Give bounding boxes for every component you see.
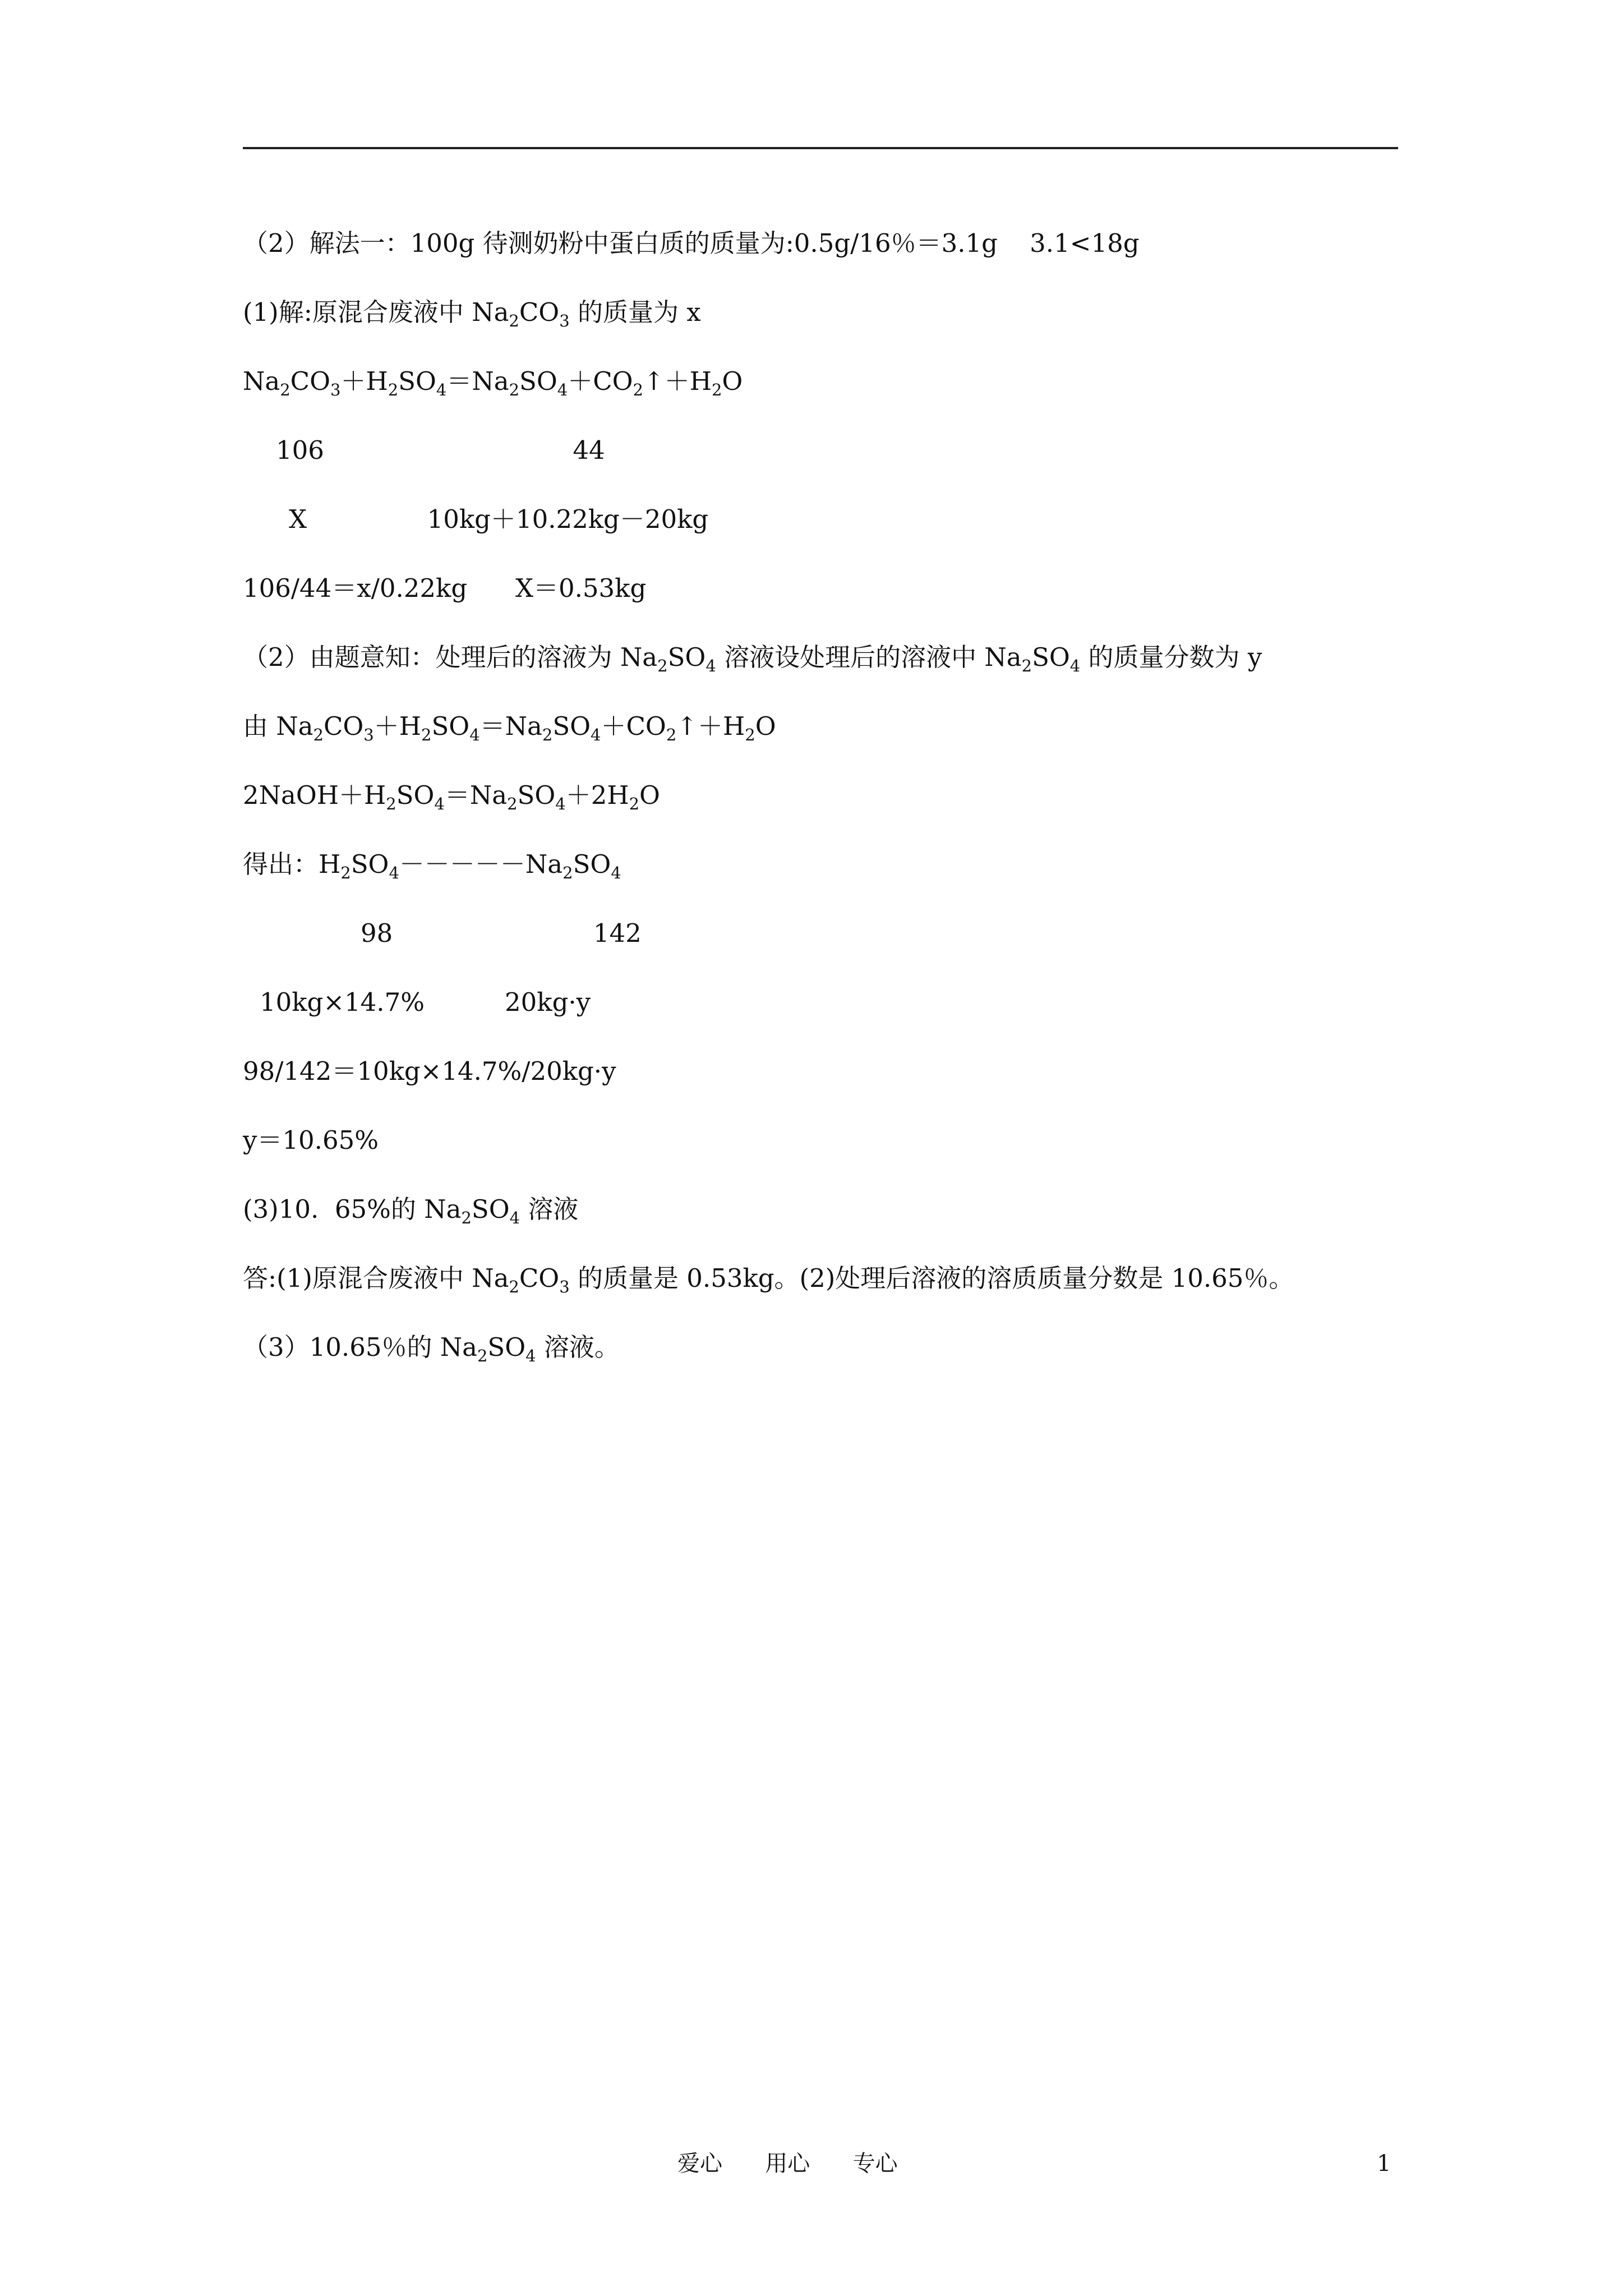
unknown-mass-line: [289, 503, 708, 536]
line-text: SO: [396, 780, 435, 810]
subscript: 4: [436, 380, 447, 399]
subscript: 2: [386, 794, 396, 813]
proportion-result-line: [243, 572, 646, 605]
subscript: 2: [711, 380, 722, 399]
line-text: （3）10.65％的 Na: [243, 1332, 477, 1362]
relation-line: [243, 848, 621, 881]
line-text: （2）由题意知：处理后的溶液为 Na: [243, 642, 658, 672]
line-text: ＋H: [374, 711, 421, 741]
line-text: O: [722, 366, 743, 396]
subscript: 2: [562, 863, 573, 882]
line-text: CO: [323, 711, 364, 741]
subscript: 4: [611, 863, 621, 882]
line-text: （2）解法一：100g 待测奶粉中蛋白质的质量为:0.5g/16％＝3.1g 3.1<18g: [243, 228, 1140, 258]
line-text: ＋H: [340, 366, 388, 396]
line-text: Na: [243, 366, 280, 396]
molar-mass-line: [276, 434, 605, 467]
header-rule: [243, 147, 1398, 149]
line-text: ＝Na: [446, 366, 509, 396]
line-text: 98 142: [361, 918, 642, 948]
line-text: 的质量分数为 y: [1080, 642, 1262, 672]
line-text: O: [755, 711, 776, 741]
line-text: 2NaOH＋H: [243, 780, 386, 810]
line-text: O: [639, 780, 660, 810]
subscript: 2: [280, 380, 291, 399]
line-text: 溶液: [520, 1194, 579, 1224]
part2-intro-line: [243, 641, 1262, 674]
line-text: ＋CO: [568, 366, 633, 396]
subscript: 2: [666, 725, 677, 744]
line-text: 由 Na: [243, 711, 313, 741]
subscript: 2: [388, 380, 399, 399]
naoh-equation-line: [243, 779, 660, 812]
subscript: 4: [555, 794, 566, 813]
subscript: 4: [1069, 656, 1081, 675]
subscript: 2: [509, 1277, 519, 1296]
reaction-equation-line: [243, 365, 743, 398]
subscript: 3: [559, 311, 570, 330]
subscript: 4: [525, 1346, 536, 1365]
line-text: －－－－－Na: [399, 849, 563, 879]
line-text: ＝Na: [479, 711, 542, 741]
part3-line: [243, 1193, 578, 1226]
footer-slogan: 爱心 用心 专心: [677, 2151, 898, 2177]
line-text: 溶液设处理后的溶液中 Na: [716, 642, 1022, 672]
ratio-equation-line: [243, 1055, 616, 1088]
subscript: 2: [745, 725, 755, 744]
subscript: 3: [330, 380, 341, 399]
line-text: 106/44＝x/0.22kg X＝0.53kg: [243, 573, 647, 603]
line-text: CO: [519, 1263, 560, 1293]
subscript: 4: [389, 863, 399, 882]
subscript: 2: [509, 380, 520, 399]
line-text: CO: [519, 297, 560, 327]
subscript: 2: [313, 725, 324, 744]
subscript: 2: [340, 863, 351, 882]
line-text: 的质量是 0.53kg。(2)处理后溶液的溶质质量分数是 10.65％。: [569, 1263, 1294, 1293]
line-text: SO: [519, 366, 557, 396]
line-text: ↑＋H: [676, 711, 745, 741]
solution-method-line: [243, 227, 1140, 260]
line-text: ＝Na: [444, 780, 508, 810]
relation-masses-line: [361, 917, 642, 950]
line-text: 的质量为 x: [569, 297, 701, 327]
subscript: 2: [507, 794, 518, 813]
y-result-line: [243, 1124, 379, 1157]
reaction-equation-2-line: [243, 710, 776, 743]
subscript: 4: [509, 1208, 520, 1227]
answer-part3-line: [243, 1331, 620, 1364]
line-text: ↑＋H: [643, 366, 712, 396]
line-text: SO: [1032, 642, 1070, 672]
subscript: 2: [461, 1208, 472, 1227]
subscript: 2: [629, 794, 640, 813]
line-text: ＋CO: [601, 711, 666, 741]
subscript: 4: [706, 656, 716, 675]
line-text: (3)10. 65%的 Na: [243, 1194, 462, 1224]
line-text: SO: [552, 711, 591, 741]
line-text: SO: [667, 642, 706, 672]
solution-intro-line: [243, 296, 701, 329]
line-text: SO: [471, 1194, 510, 1224]
subscript: 4: [557, 380, 568, 399]
line-text: SO: [398, 366, 436, 396]
subscript: 2: [657, 656, 668, 675]
page-number: 1: [1377, 2151, 1391, 2177]
line-text: SO: [573, 849, 611, 879]
line-text: X 10kg＋10.22kg－20kg: [289, 504, 709, 534]
line-text: SO: [431, 711, 470, 741]
line-text: (1)解:原混合废液中 Na: [243, 297, 509, 327]
subscript: 4: [469, 725, 480, 744]
line-text: SO: [351, 849, 389, 879]
answer-line: [243, 1262, 1294, 1295]
subscript: 4: [591, 725, 601, 744]
line-text: CO: [290, 366, 330, 396]
line-text: ＋2H: [565, 780, 629, 810]
subscript: 2: [542, 725, 553, 744]
line-text: SO: [517, 780, 556, 810]
line-text: y＝10.65%: [243, 1125, 379, 1155]
subscript: 2: [633, 380, 643, 399]
line-text: SO: [487, 1332, 526, 1362]
relation-quantities-line: [260, 986, 591, 1019]
subscript: 2: [477, 1346, 488, 1365]
subscript: 2: [421, 725, 432, 744]
line-text: 得出：H: [243, 849, 341, 879]
line-text: 98/142＝10kg×14.7%/20kg·y: [243, 1056, 616, 1086]
line-text: 10kg×14.7% 20kg·y: [260, 987, 591, 1017]
subscript: 3: [559, 1277, 570, 1296]
line-text: 答:(1)原混合废液中 Na: [243, 1263, 509, 1293]
line-text: 溶液。: [536, 1332, 620, 1362]
subscript: 4: [434, 794, 445, 813]
subscript: 3: [363, 725, 374, 744]
line-text: 106 44: [276, 435, 605, 465]
subscript: 2: [1021, 656, 1032, 675]
subscript: 2: [509, 311, 519, 330]
